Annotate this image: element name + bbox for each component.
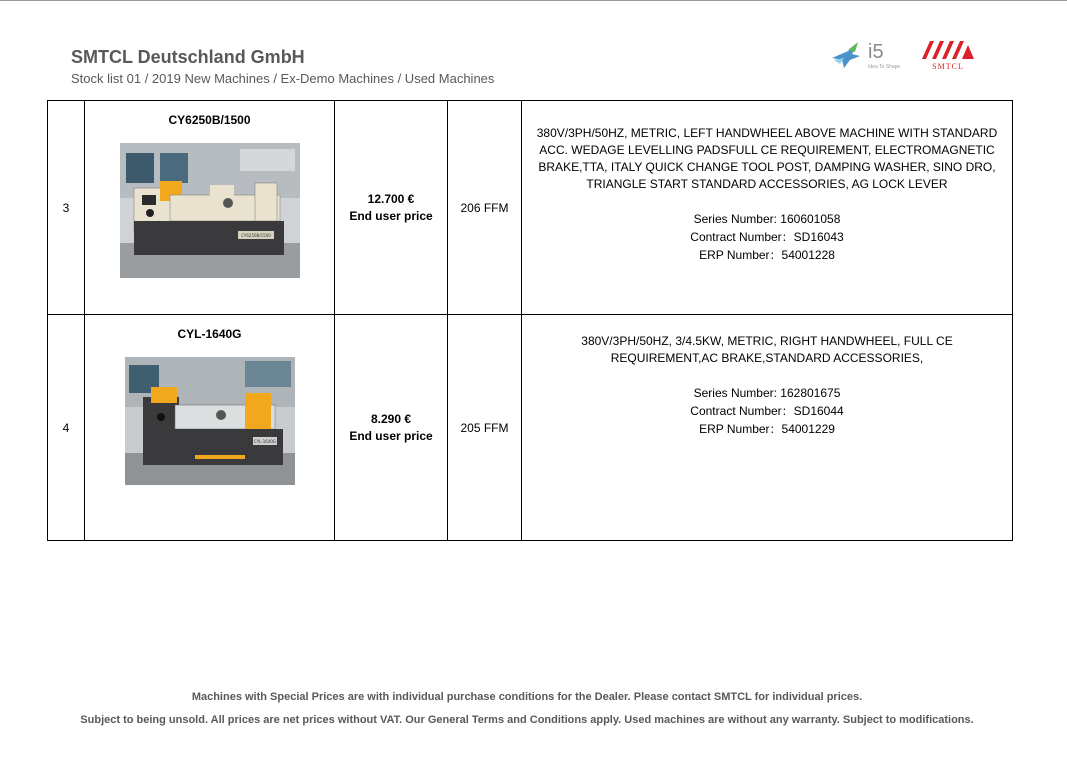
footer-note-dealer: Machines with Special Prices are with individual purchase conditions for the Dealer. Please contact SMTCL for individual prices.	[191, 691, 863, 703]
stock-table	[47, 100, 1013, 541]
price-label: End user price	[349, 209, 433, 223]
location-cell: 206 FFM	[448, 101, 522, 315]
smtcl-logo	[916, 37, 980, 71]
lathe-photo	[120, 143, 300, 278]
description-cell	[522, 315, 1013, 541]
description-cell	[522, 101, 1013, 315]
smtcl-logo-text: SMTCL	[932, 62, 964, 71]
price-label: End user price	[349, 429, 433, 443]
model-name: CY6250B/1500	[168, 113, 251, 127]
contract-number: Contract Number：SD16043	[690, 230, 844, 244]
machine-plate-text: CY6250B/1500	[240, 233, 271, 238]
erp-number: ERP Number：54001229	[699, 422, 835, 436]
table-row	[48, 101, 1013, 315]
model-cell	[85, 315, 335, 541]
i5-logo	[828, 38, 908, 72]
location-cell: 205 FFM	[448, 315, 522, 541]
table-row	[48, 315, 1013, 541]
contract-number: Contract Number：SD16044	[690, 404, 844, 418]
price-cell	[335, 315, 448, 541]
model-name: CYL-1640G	[177, 327, 242, 341]
hummingbird-icon	[832, 42, 860, 68]
machine-plate-text: CYL-1640G	[253, 439, 276, 444]
i5-logo-text: i5	[868, 41, 884, 63]
stock-list-subtitle: Stock list 01 / 2019 New Machines / Ex-Demo Machines / Used Machines	[71, 71, 495, 86]
price: 12.700 €	[367, 192, 415, 206]
series-number: Series Number: 162801675	[693, 386, 841, 400]
footer-note-terms: Subject to being unsold. All prices are net prices without VAT. Our General Terms and Conditions apply. Used machines are without any warranty. Subject to modifications.	[80, 714, 974, 726]
smtcl-emblem-icon	[922, 41, 974, 59]
model-cell	[85, 101, 335, 315]
company-name: SMTCL Deutschland GmbH	[71, 47, 305, 67]
erp-number: ERP Number：54001228	[699, 248, 835, 262]
top-rule	[0, 0, 1067, 1]
machine-description: 380V/3PH/50HZ, METRIC, LEFT HANDWHEEL ABOVE MACHINE WITH STANDARD ACC. WEDAGE LEVELLING PADSFULL CE REQUIREMENT, ELECTROMAGNETIC BRAKE,TTA, ITALY QUICK CHANGE TOOL POST, DAMPING WASHER, SINO DRO, TRIANGLE START STANDARD ACCESSORIES, AG LOCK LEVER	[536, 126, 998, 191]
lathe-photo	[125, 357, 295, 485]
row-number: 3	[48, 101, 85, 315]
machine-description: 380V/3PH/50HZ, 3/4.5KW, METRIC, RIGHT HANDWHEEL, FULL CE REQUIREMENT,AC BRAKE,STANDARD ACCESSORIES,	[581, 334, 953, 365]
i5-logo-tagline: Idea To Shape	[868, 64, 901, 70]
series-number: Series Number: 160601058	[693, 212, 841, 226]
row-number: 4	[48, 315, 85, 541]
price: 8.290 €	[370, 412, 412, 426]
price-cell	[335, 101, 448, 315]
